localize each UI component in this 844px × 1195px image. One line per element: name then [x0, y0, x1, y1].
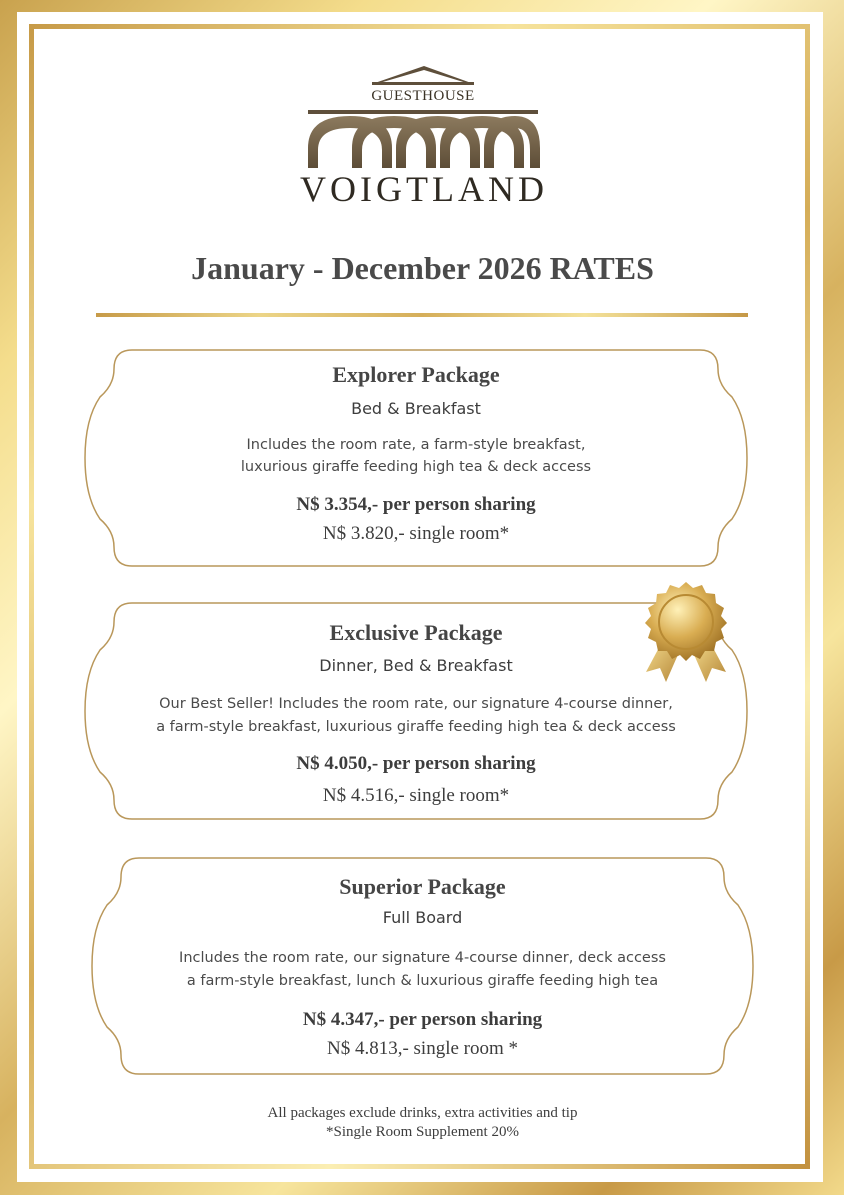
logo-name-text: VOIGTLAND — [300, 169, 548, 209]
package-card-explorer — [84, 349, 748, 567]
logo-beam — [308, 110, 538, 114]
best-seller-seal-icon — [636, 580, 736, 690]
logo-arches — [308, 116, 540, 168]
price-single: N$ 4.813,- single room * — [326, 1038, 519, 1059]
price-single: N$ 4.516,- single room* — [322, 785, 510, 806]
logo-guesthouse-text: GUESTHOUSE — [371, 88, 475, 104]
package-description-line-1: Includes the room rate, our signature 4-course dinner, deck access — [179, 950, 666, 966]
page-title: January - December 2026 RATES — [191, 250, 654, 286]
package-description-line-1: Our Best Seller! Includes the room rate, our signature 4-course dinner, — [159, 696, 673, 712]
package-name: Explorer Package — [332, 362, 500, 387]
logo-roof — [372, 66, 474, 84]
package-name: Exclusive Package — [329, 620, 503, 645]
price-sharing: N$ 4.050,- per person sharing — [296, 753, 536, 774]
package-description-line-2: luxurious giraffe feeding high tea & deck access — [240, 459, 592, 475]
price-single: N$ 3.820,- single room* — [322, 523, 510, 544]
package-description-line-2: a farm-style breakfast, luxurious giraffe feeding high tea & deck access — [156, 719, 676, 735]
footer-line-2: *Single Room Supplement 20% — [326, 1124, 519, 1140]
package-subtitle: Full Board — [382, 908, 463, 927]
footer-notes — [100, 1104, 745, 1142]
package-description-line-1: Includes the room rate, a farm-style breakfast, — [246, 437, 586, 453]
package-name: Superior Package — [339, 874, 506, 899]
package-subtitle: Dinner, Bed & Breakfast — [319, 656, 513, 675]
footer-line-1: All packages exclude drinks, extra activities and tip — [267, 1105, 578, 1121]
package-subtitle: Bed & Breakfast — [351, 399, 481, 418]
price-sharing: N$ 4.347,- per person sharing — [302, 1009, 543, 1030]
title-divider — [96, 313, 748, 317]
logo-roof-base — [372, 82, 474, 85]
package-card-superior — [91, 857, 754, 1075]
price-sharing: N$ 3.354,- per person sharing — [296, 494, 536, 515]
package-description-line-2: a farm-style breakfast, lunch & luxurious giraffe feeding high tea — [186, 973, 659, 989]
